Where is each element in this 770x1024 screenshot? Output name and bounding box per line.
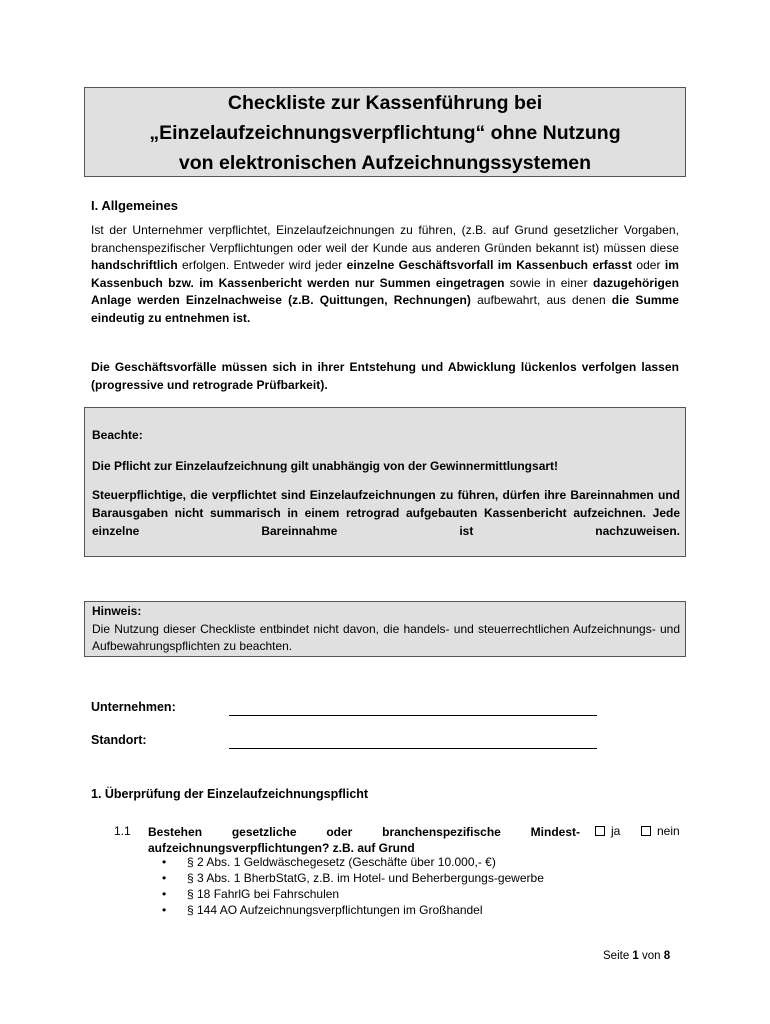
- text-run: oder: [632, 258, 665, 273]
- bold-run: dazugehörigen Anlage werden Einzelnachweise (z.B. Quittungen, Rechnungen): [91, 275, 679, 308]
- list-item: • § 2 Abs. 1 Geldwäschegesetz (Geschäfte über 10.000,- €): [160, 854, 590, 870]
- beachte-label: Beachte:: [92, 428, 143, 442]
- title-line-3: von elektronischen Aufzeichnungssystemen: [178, 152, 592, 174]
- title-box: [84, 87, 686, 177]
- footer-page-total: 8: [663, 950, 671, 962]
- list-item: • § 18 FahrlG bei Fahrschulen: [160, 886, 590, 902]
- beachte-line-1: Die Pflicht zur Einzelaufzeichnung gilt unabhängig von der Gewinnermittlungsart!: [92, 459, 559, 473]
- hinweis-box: [84, 601, 686, 657]
- section-heading-check: 1. Überprüfung der Einzelaufzeichnungspflicht: [91, 787, 369, 801]
- text-run: sowie in einer: [504, 275, 593, 290]
- standort-field[interactable]: [229, 734, 597, 749]
- question-bullet-list: [160, 854, 590, 918]
- section-heading-general: I. Allgemeines: [91, 198, 178, 213]
- bold-run: die Summe eindeutig zu entnehmen ist.: [91, 293, 679, 325]
- footer-middle: von: [642, 950, 661, 962]
- option-no[interactable]: [641, 824, 680, 838]
- beachte-box: [84, 407, 686, 557]
- text-run: erfolgen. Entweder wird jeder: [177, 258, 347, 273]
- hinweis-label: Hinweis:: [92, 604, 142, 618]
- general-paragraph-1: [91, 222, 679, 328]
- title-line-2: „Einzelaufzeichnungsverpflichtung“ ohne Nutzung: [149, 122, 621, 144]
- beachte-line-2: Steuerpflichtige, die verpflichtet sind Einzelaufzeichnungen zu führen, dürfen ihre Bareinnahmen und Barausgaben nicht summarisch in einem retrograd aufgebauten Kassenbericht aufzeichnen. Jede einzelne Bareinnahme ist nachzuweisen.: [92, 488, 680, 538]
- list-item: • § 144 AO Aufzeichnungsverpflichtungen im Großhandel: [160, 902, 590, 918]
- footer-page-number: 1: [632, 950, 639, 962]
- option-yes[interactable]: [595, 824, 620, 838]
- question-number: 1.1: [114, 824, 131, 838]
- standort-label: Standort:: [91, 733, 147, 747]
- option-yes-label: ja: [611, 824, 621, 838]
- bold-run: im Kassenbuch bzw. im Kassenbericht werden nur Summen eingetragen: [91, 258, 679, 290]
- checkbox-no[interactable]: [641, 826, 651, 836]
- checkbox-yes[interactable]: [595, 826, 605, 836]
- page-footer: [603, 950, 670, 962]
- general-paragraph-2: Die Geschäftsvorfälle müssen sich in ihrer Entstehung und Abwicklung lückenlos verfolgen lassen (progressive und retrograde Prüfbarkeit).: [91, 360, 679, 392]
- bold-run: handschriftlich: [91, 258, 178, 273]
- text-run: Ist der Unternehmer verpflichtet, Einzelaufzeichnungen zu führen, (z.B. auf Grund gesetzlicher Vorgaben, branchenspezifischer Verpflichtungen oder weil der Kunde aus anderen Gründen bekannt ist) müssen diese: [91, 223, 679, 255]
- bold-run: einzelne Geschäftsvorfall im Kassenbuch erfasst: [346, 258, 633, 273]
- list-item: • § 3 Abs. 1 BherbStatG, z.B. im Hotel- und Beherbergungs-gewerbe: [160, 870, 590, 886]
- unternehmen-label: Unternehmen:: [91, 700, 176, 714]
- title-line-1: Checkliste zur Kassenführung bei: [227, 92, 543, 114]
- question-text: Bestehen gesetzliche oder branchenspezifische Mindest-aufzeichnungsverpflichtungen? z.B. auf Grund: [148, 825, 580, 855]
- unternehmen-field[interactable]: [229, 701, 597, 716]
- option-no-label: nein: [657, 824, 680, 838]
- footer-prefix: Seite: [603, 950, 630, 962]
- text-run: aufbewahrt, aus denen: [470, 293, 612, 308]
- hinweis-text: Die Nutzung dieser Checkliste entbindet nicht davon, die handels- und steuerrechtlichen Aufzeichnungs- und Aufbewahrungspflichten zu beachten.: [92, 622, 680, 653]
